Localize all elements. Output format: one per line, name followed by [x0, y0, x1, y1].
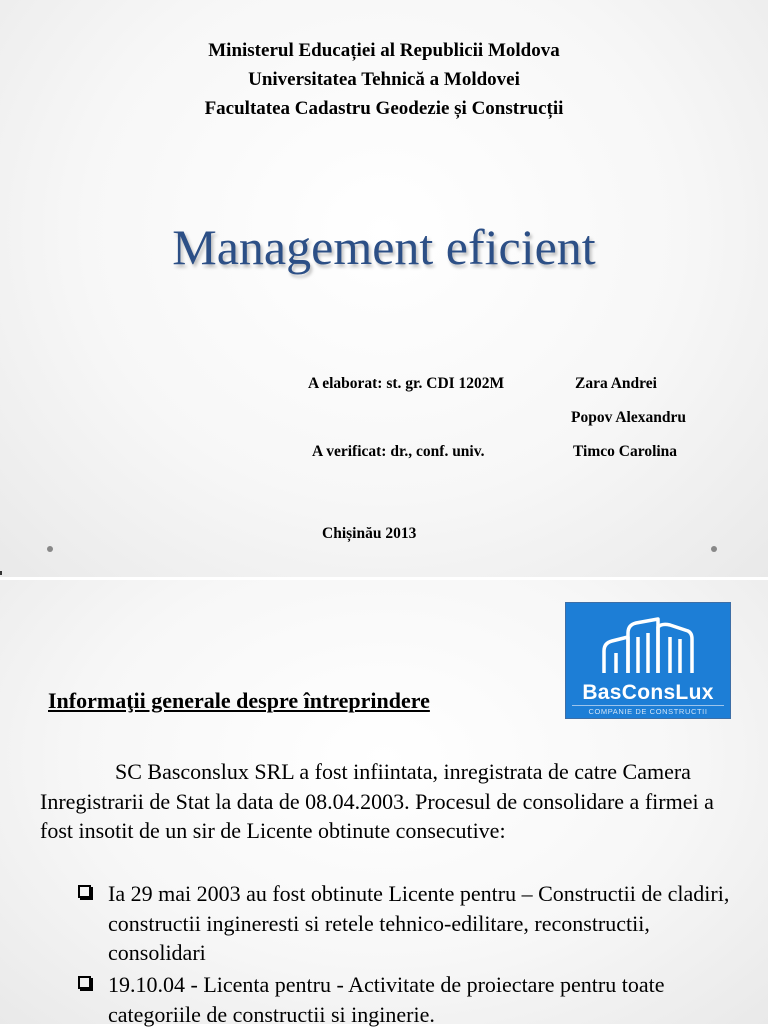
- city-year: Chișinău 2013: [322, 525, 417, 542]
- university-header: Universitatea Tehnică a Moldovei: [248, 69, 520, 90]
- checkbox-bullet-icon: [78, 885, 91, 898]
- author-name-1: Zara Andrei: [575, 375, 657, 392]
- building-icon: [566, 603, 730, 683]
- logo-tagline: COMPANIE DE CONSTRUCTII: [572, 705, 724, 716]
- elaborated-by-label: A elaborat: st. gr. CDI 1202M: [308, 375, 505, 392]
- bullet-text: Ia 29 mai 2003 au fost obtinute Licente pentru – Constructii de cladiri, constructii ingineresti si retele tehnico-edilitare, reconstructii, consolidari: [108, 881, 730, 965]
- paragraph-text: SC Basconslux SRL a fost infiintata, inregistrata de catre Camera Inregistrarii de Stat la data de 08.04.2003. Procesul de consolidare a firmei a fost insotit de un sir de Licente obtinute consecutive:: [40, 759, 714, 843]
- section-heading: Informaţii generale despre întreprindere: [48, 688, 430, 713]
- logo-name: BasConsLux: [582, 681, 714, 704]
- faculty-header: Facultatea Cadastru Geodezie și Construcții: [204, 98, 564, 119]
- edge-mark: [0, 571, 2, 575]
- list-item: [78, 879, 748, 968]
- author-name-2: Popov Alexandru: [571, 409, 686, 426]
- company-logo: [565, 602, 731, 719]
- company-paragraph: [40, 757, 740, 846]
- slide-dot-right: [711, 546, 717, 552]
- list-item: [78, 970, 748, 1029]
- presentation-title: Management eficient: [172, 219, 596, 275]
- verified-by-label: A verificat: dr., conf. univ.: [312, 443, 485, 460]
- bullet-text: 19.10.04 - Licenta pentru - Activitate de proiectare pentru toate categoriile de constructii si inginerie.: [108, 972, 665, 1027]
- checkbox-bullet-icon: [78, 976, 91, 989]
- verifier-name: Timco Carolina: [573, 443, 678, 460]
- slide-dot-left: [47, 546, 53, 552]
- ministry-header: Ministerul Educației al Republicii Moldova: [208, 40, 560, 61]
